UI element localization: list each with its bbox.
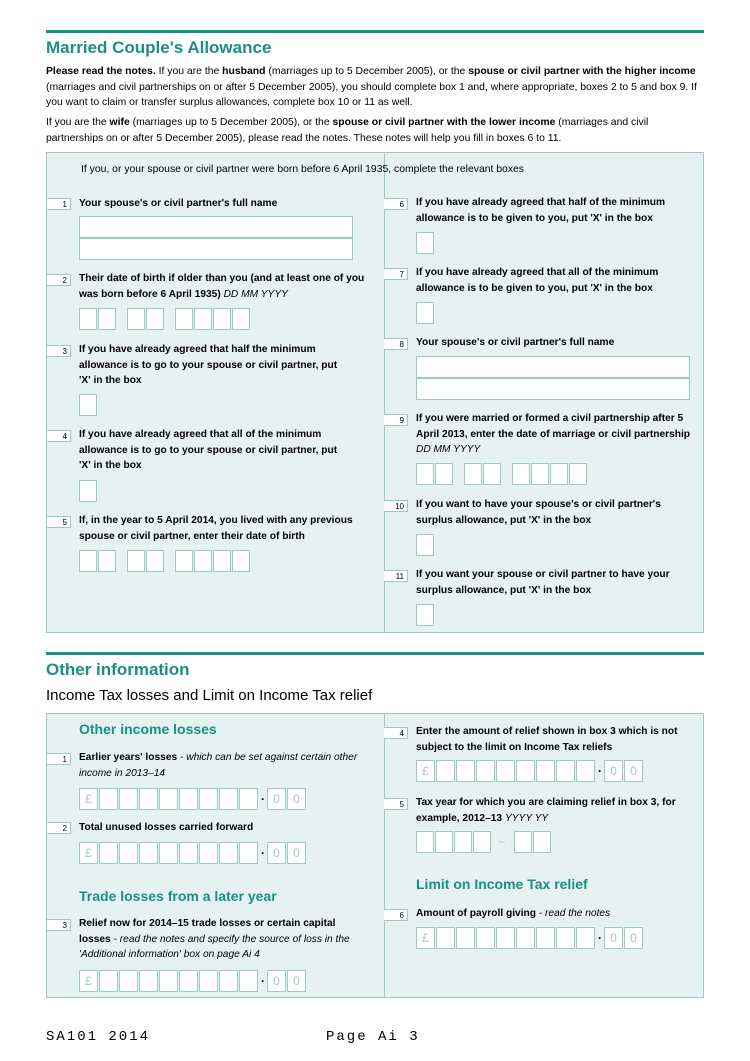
box-number-11: 11 — [384, 570, 408, 582]
digit-box[interactable] — [159, 842, 178, 864]
digit-box[interactable] — [219, 842, 238, 864]
digit-box[interactable] — [159, 788, 178, 810]
intro-text-run: (marriages and civil partnerships on or after 5 December 2005), please read the notes. These notes will help you fill in boxes 6 to 11. — [46, 117, 649, 144]
marriage-month-1[interactable] — [464, 463, 482, 485]
digit-box[interactable] — [576, 760, 595, 782]
intro-text-run: If you are the — [46, 117, 110, 128]
pence-zero-box: 0 — [604, 927, 623, 949]
spouse-name-line-2[interactable] — [79, 238, 353, 260]
digit-box[interactable] — [99, 842, 118, 864]
prev-dob-year-2[interactable] — [194, 550, 212, 572]
digit-box[interactable] — [436, 760, 455, 782]
intro-text-run: Please read the notes. — [46, 66, 156, 77]
decimal-point: · — [598, 931, 602, 945]
box-number-1: 1 — [47, 198, 71, 210]
marriage-day-2[interactable] — [435, 463, 453, 485]
oi-q2-label: Total unused losses carried forward — [79, 822, 254, 833]
q5-label: If, in the year to 5 April 2014, you lived with any previous spouse or civil partner, enter their date of birth — [79, 515, 353, 542]
decimal-point: · — [261, 846, 265, 860]
q2-label: Their date of birth if older than you (and at least one of you was born before 6 April 1935) DD MM YYYY — [79, 273, 365, 300]
intro-text-run: (marriages up to 5 December 2005), or the — [129, 117, 333, 128]
digit-box[interactable] — [139, 842, 158, 864]
intro-text-run: (marriages up to 5 December 2005), or the — [265, 66, 469, 77]
box-number-7: 7 — [384, 268, 408, 280]
box-number-4: 4 — [384, 727, 408, 739]
q4-label: If you have already agreed that all of the minimum allowance is to go to your spouse or civil partner, put 'X' in the box — [79, 429, 338, 471]
box-number-5: 5 — [47, 516, 71, 528]
subsection-trade-losses: Trade losses from a later year — [79, 888, 277, 904]
prev-dob-year-1[interactable] — [175, 550, 193, 572]
pence-zero-box: 0 — [624, 760, 643, 782]
panel-note: If you, or your spouse or civil partner were born before 6 April 1935, complete the relevant boxes — [81, 164, 524, 175]
digit-box[interactable] — [239, 788, 258, 810]
tax-year-1[interactable] — [416, 831, 434, 853]
pence-zero-box: 0 — [624, 927, 643, 949]
digit-box[interactable] — [179, 842, 198, 864]
box-number-1: 1 — [47, 753, 71, 765]
digit-box[interactable] — [139, 970, 158, 992]
digit-box[interactable] — [219, 970, 238, 992]
decimal-point: · — [261, 974, 265, 988]
prev-dob-day-1[interactable] — [79, 550, 97, 572]
prev-dob-year-3[interactable] — [213, 550, 231, 572]
intro-text-run: husband — [222, 66, 266, 77]
pence-zero-box: 0 — [267, 842, 286, 864]
intro-text-run: spouse or civil partner with the higher income — [468, 66, 696, 77]
q10-checkbox[interactable] — [416, 534, 434, 556]
digit-box[interactable] — [199, 788, 218, 810]
spouse-name-8-line-2[interactable] — [416, 378, 690, 400]
column-divider — [384, 153, 385, 632]
q1-label: Your spouse's or civil partner's full name — [79, 198, 278, 209]
pence-zero-box: 0 — [287, 788, 306, 810]
digit-box[interactable] — [179, 970, 198, 992]
box-number-5: 5 — [384, 798, 408, 810]
digit-box[interactable] — [476, 927, 495, 949]
dob-month-2[interactable] — [146, 308, 164, 330]
digit-box[interactable] — [159, 970, 178, 992]
pence-zero-box: 0 — [287, 842, 306, 864]
subsection-limit-relief: Limit on Income Tax relief — [416, 876, 588, 892]
marriage-year-2[interactable] — [531, 463, 549, 485]
digit-box[interactable] — [536, 927, 555, 949]
marriage-month-2[interactable] — [483, 463, 501, 485]
digit-box[interactable] — [516, 760, 535, 782]
pence-zero-box: 0 — [267, 788, 286, 810]
box-number-2: 2 — [47, 274, 71, 286]
dob-year-1[interactable] — [175, 308, 193, 330]
trade-losses-relief-amount[interactable] — [79, 970, 307, 992]
q11-label: If you want your spouse or civil partner to have your surplus allowance, put 'X' in the box — [416, 569, 670, 596]
oi-q4-label: Enter the amount of relief shown in box 3 which is not subject to the limit on Income Tax reliefs — [416, 726, 678, 753]
box-number-8: 8 — [384, 338, 408, 350]
spouse-name-8-line-1[interactable] — [416, 356, 690, 378]
dob-year-3[interactable] — [213, 308, 231, 330]
marriage-year-4[interactable] — [569, 463, 587, 485]
pound-sign-box: £ — [79, 788, 98, 810]
q7-checkbox[interactable] — [416, 302, 434, 324]
pence-zero-box: 0 — [267, 970, 286, 992]
q3-label: If you have already agreed that half the minimum allowance is to go to your spouse or civil partner, put 'X' in the box — [79, 344, 338, 386]
intro-paragraph-1 — [46, 64, 706, 111]
relief-not-limited-amount[interactable] — [416, 760, 644, 782]
digit-box[interactable] — [219, 788, 238, 810]
digit-box[interactable] — [516, 927, 535, 949]
q6-checkbox[interactable] — [416, 232, 434, 254]
box-number-3: 3 — [47, 919, 71, 931]
q7-label: If you have already agreed that all of the minimum allowance is to be given to you, put 'X' in the box — [416, 267, 659, 294]
q4-checkbox[interactable] — [79, 480, 97, 502]
digit-box[interactable] — [199, 842, 218, 864]
prev-dob-month-2[interactable] — [146, 550, 164, 572]
intro-paragraph-2 — [46, 115, 706, 146]
digit-box[interactable] — [119, 842, 138, 864]
intro-text-run: spouse or civil partner with the lower income — [332, 117, 556, 128]
digit-box[interactable] — [556, 927, 575, 949]
dob-day-1[interactable] — [79, 308, 97, 330]
oi-q1-label: Earlier years' losses - which can be set against certain other income in 2013–14 — [79, 752, 358, 779]
other-panel — [46, 713, 704, 998]
section-title-mca: Married Couple's Allowance — [46, 38, 272, 57]
prev-dob-month-1[interactable] — [127, 550, 145, 572]
digit-box[interactable] — [576, 927, 595, 949]
pound-sign-box: £ — [416, 760, 435, 782]
tax-year-6[interactable] — [533, 831, 551, 853]
oi-q5-label: Tax year for which you are claiming relief in box 3, for example, 2012–13 YYYY YY — [416, 797, 676, 824]
box-number-4: 4 — [47, 430, 71, 442]
intro-text-run: If you are the — [155, 66, 223, 77]
column-divider — [384, 714, 385, 997]
q3-checkbox[interactable] — [79, 394, 97, 416]
digit-box[interactable] — [476, 760, 495, 782]
marriage-day-1[interactable] — [416, 463, 434, 485]
oi-q6-label: Amount of payroll giving - read the notes — [416, 908, 611, 919]
digit-box[interactable] — [199, 970, 218, 992]
digit-box[interactable] — [556, 760, 575, 782]
pence-zero-box: 0 — [604, 760, 623, 782]
tax-year-4[interactable] — [473, 831, 491, 853]
q6-label: If you have already agreed that half of the minimum allowance is to be given to you, put 'X' in the box — [416, 197, 666, 224]
unused-losses-amount[interactable] — [79, 842, 307, 864]
digit-box[interactable] — [496, 927, 515, 949]
intro-text-run: wife — [109, 117, 130, 128]
box-number-2: 2 — [47, 822, 71, 834]
digit-box[interactable] — [239, 970, 258, 992]
intro-text-run: (marriages and civil partnerships on or after 5 December 2005), you should complete box 1 and, where appropriate, boxes 2 to 5 and box 9. If you want to claim or transfer surplus allowances, complete box 10 or 11 as well. — [46, 81, 697, 109]
oi-q3-label: Relief now for 2014–15 trade losses or certain capital losses - read the notes and specify the source of loss in the 'Additional information' box on page Ai 4 — [79, 918, 350, 960]
box-number-9: 9 — [384, 414, 408, 426]
section-title-other: Other information — [46, 660, 190, 679]
box-number-3: 3 — [47, 345, 71, 357]
digit-box[interactable] — [119, 788, 138, 810]
digit-box[interactable] — [99, 788, 118, 810]
dob-day-2[interactable] — [98, 308, 116, 330]
payroll-giving-amount[interactable] — [416, 927, 644, 949]
decimal-point: · — [261, 792, 265, 806]
digit-box[interactable] — [119, 970, 138, 992]
spouse-name-line-1[interactable] — [79, 216, 353, 238]
marriage-year-1[interactable] — [512, 463, 530, 485]
subsection-income-losses: Other income losses — [79, 721, 217, 737]
marriage-year-3[interactable] — [550, 463, 568, 485]
box-number-10: 10 — [384, 500, 408, 512]
digit-box[interactable] — [99, 970, 118, 992]
section-rule — [46, 652, 704, 655]
mca-panel — [46, 152, 704, 633]
pound-sign-box: £ — [79, 842, 98, 864]
digit-box[interactable] — [139, 788, 158, 810]
tax-year-5[interactable] — [514, 831, 532, 853]
box-number-6: 6 — [384, 909, 408, 921]
earlier-losses-amount[interactable] — [79, 788, 307, 810]
q9-label: If you were married or formed a civil partnership after 5 April 2013, enter the date of marriage or civil partnership DD MM YYYY — [416, 413, 691, 455]
digit-box[interactable] — [179, 788, 198, 810]
pence-zero-box: 0 — [287, 970, 306, 992]
form-code: SA101 2014 — [46, 1029, 151, 1045]
decimal-point: · — [598, 764, 602, 778]
section-subtitle: Income Tax losses and Limit on Income Tax relief — [46, 687, 373, 704]
q8-label: Your spouse's or civil partner's full name — [416, 337, 615, 348]
digit-box[interactable] — [496, 760, 515, 782]
digit-box[interactable] — [456, 760, 475, 782]
pound-sign-box: £ — [416, 927, 435, 949]
section-rule — [46, 30, 704, 33]
dob-month-1[interactable] — [127, 308, 145, 330]
box-number-6: 6 — [384, 198, 408, 210]
digit-box[interactable] — [239, 842, 258, 864]
q11-checkbox[interactable] — [416, 604, 434, 626]
prev-dob-year-4[interactable] — [232, 550, 250, 572]
tax-year-dash: – — [498, 834, 505, 848]
page-number: Page Ai 3 — [326, 1029, 420, 1045]
digit-box[interactable] — [536, 760, 555, 782]
dob-year-4[interactable] — [232, 308, 250, 330]
prev-dob-day-2[interactable] — [98, 550, 116, 572]
digit-box[interactable] — [456, 927, 475, 949]
tax-year-2[interactable] — [435, 831, 453, 853]
dob-year-2[interactable] — [194, 308, 212, 330]
pound-sign-box: £ — [79, 970, 98, 992]
tax-year-3[interactable] — [454, 831, 472, 853]
digit-box[interactable] — [436, 927, 455, 949]
q10-label: If you want to have your spouse's or civil partner's surplus allowance, put 'X' in the box — [416, 499, 661, 526]
